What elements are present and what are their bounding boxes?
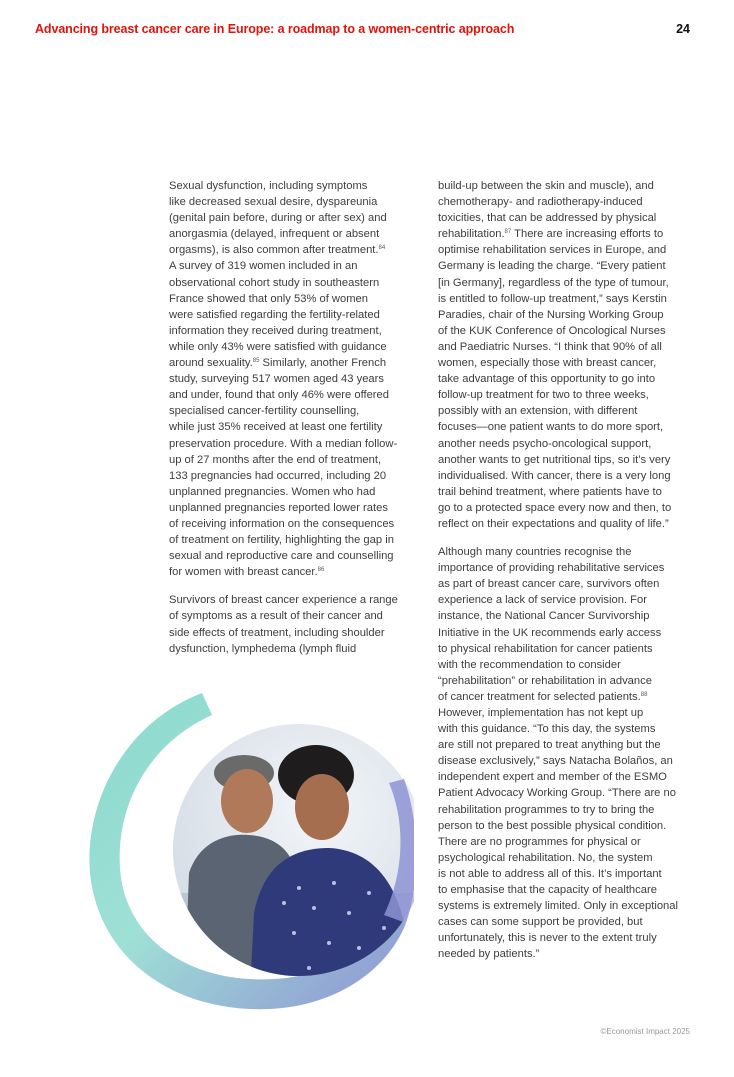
footnote-ref: 87 bbox=[504, 229, 512, 236]
photo-ring-graphic bbox=[84, 683, 414, 1013]
footnote-ref: 88 bbox=[640, 691, 648, 698]
paragraph: Survivors of breast cancer experience a range of symptoms as a result of their cancer and side effects of treatment, including shoulder dysfunction, lymphedema (lymph fluid bbox=[169, 594, 398, 655]
page-header-title: Advancing breast cancer care in Europe: a roadmap to a women-centric approach bbox=[35, 22, 515, 36]
footnote-ref: 84 bbox=[378, 245, 386, 252]
left-text-column bbox=[169, 178, 415, 669]
footnote-ref: 85 bbox=[252, 358, 260, 365]
paragraph: build-up between the skin and muscle), and chemotherapy- and radiotherapy-induced toxicities, that can be addressed by physical rehabilitation.$^{87}$ There are increasing efforts to optimise rehabilitation services in Europe, and Germany is leading the charge. “Every patient [in Germany], regardless of the type of tumour, is entitled to follow-up treatment,” says Kerstin Paradies, chair of the Nursing Working Group of the KUK Conference of Oncological Nurses and Paediatric Nurses. “I think that 90% of all women, especially those with breast cancer, take advantage of this opportunity to go into follow-up treatment for two to three weeks, possibly with an extension, with different focuses—one patient wants to do more sport, another needs psycho-oncological support, another wants to get nutritional tips, so it’s very individualised. With cancer, there is a very long trail behind treatment, where patients have to go to a protected space every now and then, to reflect on their expectations and quality of life.” bbox=[438, 180, 672, 530]
paragraph: Sexual dysfunction, including symptoms like decreased sexual desire, dyspareunia (genital pain before, during or after sex) and anorgasmia (delayed, infrequent or absent orgasms), is also common after treatment.$^{84}$ A survey of 319 women included in an observational cohort study in southeastern France showed that only 53% of women were satisfied regarding the fertility-related information they received during treatment, while only 43% were satisfied with guidance around sexuality.$^{85}$ Similarly, another French study, surveying 517 women aged 43 years and under, found that only 46% were offered specialised cancer-fertility counselling, while just 35% received at least one fertility preservation procedure. With a median follow- up of 27 months after the end of treatment, 133 pregnancies had occurred, including 20 unplanned pregnancies. Women who had unplanned pregnancies reported lower rates of receiving information on the consequences of treatment on fertility, highlighting the gap in sexual and reproductive care and counselling for women with breast cancer.$^{86}$ bbox=[169, 180, 398, 579]
copyright-footer: ©Economist Impact 2025 bbox=[600, 1027, 690, 1036]
couple-photo-illustration bbox=[84, 683, 414, 1013]
footnote-ref: 86 bbox=[317, 567, 325, 574]
page-number: 24 bbox=[676, 22, 690, 36]
right-text-column bbox=[438, 178, 696, 975]
paragraph: Although many countries recognise the importance of providing rehabilitative services as part of breast cancer care, survivors often experience a lack of service provision. For instance, the National Cancer Survivorship Initiative in the UK recommends early access to physical rehabilitation for cancer patients with the recommendation to consider “prehabilitation” or rehabilitation in advance of cancer treatment for selected patients.$^{88}$ However, implementation has not kept up with this guidance. “To this day, the systems are still not prepared to treat anything but the disease exclusively,” says Natacha Bolaños, an independent expert and member of the ESMO Patient Advocacy Working Group. “There are no rehabilitation programmes to try to bring the person to the best possible physical condition. There are no programmes for physical or psychological rehabilitation. No, the system is not able to address all of this. It’s important to emphasise that the capacity of healthcare systems is extremely limited. Only in exceptional cases can some support be provided, but unfortunately, this is never to the extent truly needed by patients.” bbox=[438, 546, 678, 961]
